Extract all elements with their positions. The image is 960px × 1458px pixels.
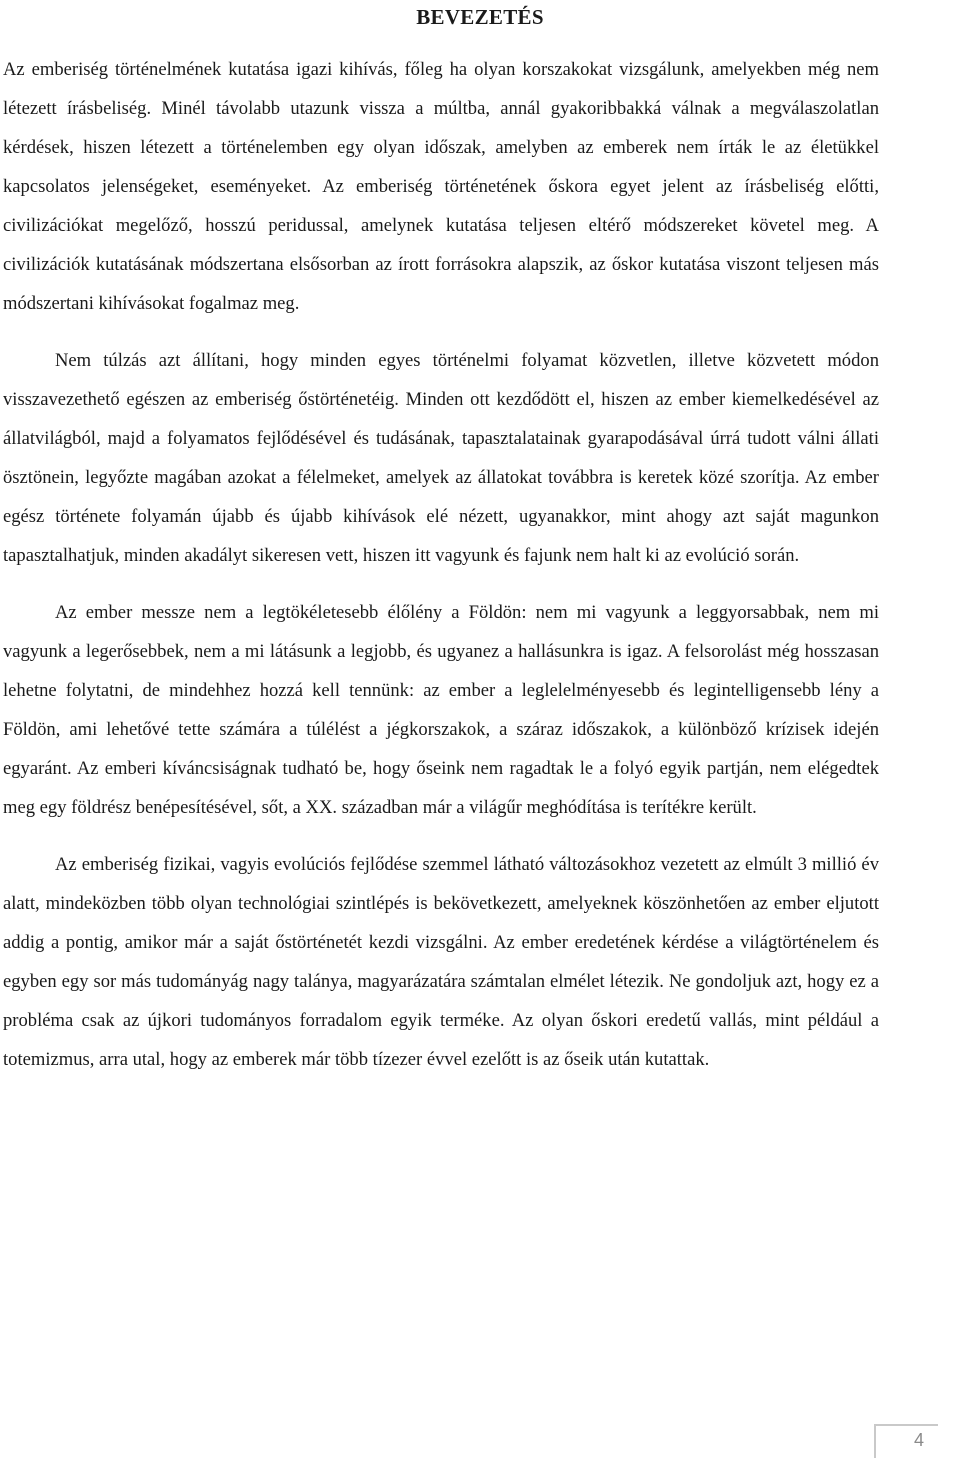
page-number: 4 [913,1430,924,1450]
paragraph-2: Nem túlzás azt állítani, hogy minden egyes történelmi folyamat közvetlen, illetve közvetett módon visszavezethető egészen az emberiség őstörténetéig. Minden ott kezdődött el, hiszen az ember kiemelkedésével az állatvilágból, majd a folyamatos fejlődésével és tudásának, tapasztalatainak gyarapodásával úrrá tudott válni állati ösztönein, legyőzte magában azokat a félelmeket, amelyek az állatokat továbbra is keretek közé szorítja. Az ember egész története folyamán újabb és újabb kihívások elé nézett, ugyanakkor, mint ahogy azt saját magunkon tapasztalhatjuk, minden akadályt sikeresen vett, hiszen itt vagyunk és fajunk nem halt ki az evolúció során. [3,350,879,566]
paragraph-4: Az emberiség fizikai, vagyis evolúciós fejlődése szemmel látható változásokhoz vezetett az elmúlt 3 millió év alatt, mindeközben több olyan technológiai szintlépés is bekövetkezett, amelyeknek köszönhetően az ember eljutott addig a pontig, amikor már a saját őstörténetét kezdi vizsgálni. Az ember eredetének kérdése a világtörténelem és egyben egy sor más tudományág nagy talánya, magyarázatára számtalan elmélet létezik. Ne gondoljuk azt, hogy ez a probléma csak az újkori tudományos forradalom egyik terméke. Az olyan őskori eredetű vallás, mint például a totemizmus, arra utal, hogy az emberek már több tízezer évvel ezelőtt is az őseik után kutattak. [3,854,879,1070]
paragraph-1: Az emberiség történelmének kutatása igazi kihívás, főleg ha olyan korszakokat vizsgálunk, amelyekben még nem létezett írásbeliség. Minél távolabb utazunk vissza a múltba, annál gyakoribbakká válnak a megválaszolatlan kérdések, hiszen létezett a történelemben egy olyan időszak, amelyben az emberek nem írták le az életükkel kapcsolatos jelenségeket, eseményeket. Az emberiség történetének őskora egyet jelent az írásbeliség előtti, civilizációkat megelőző, hosszú peridussal, amelynek kutatása teljesen eltérő módszereket követel meg. A civilizációk kutatásának módszertana elsősorban az írott forrásokra alapszik, az őskor kutatása viszont teljesen más módszertani kihívásokat fogalmaz meg. [3,59,879,314]
paragraph-gap [3,323,879,341]
paragraph-gap [3,827,879,845]
page-title: BEVEZETÉS [416,5,544,29]
document-body [3,50,879,1079]
paragraph-3: Az ember messze nem a legtökéletesebb élőlény a Földön: nem mi vagyunk a leggyorsabbak, nem mi vagyunk a legerősebbek, nem a mi látásunk a legjobb, és ugyanez a hallásunkra is igaz. A felsorolást még hosszasan lehetne folytatni, de mindehhez hozzá kell tennünk: az ember a leglelelményesebb és legintelligensebb lény a Földön, ami lehetővé tette számára a túlélést a jégkorszakok, a száraz időszakok, a különböző krízisek idején egyaránt. Az emberi kíváncsiságnak tudható be, hogy őseink nem ragadtak le a folyó egyik partján, nem elégedtek meg egy földrész benépesítésével, sőt, a XX. században már a világűr meghódítása is terítékre került. [3,602,879,818]
page-number-frame [874,1424,938,1458]
paragraph-gap [3,575,879,593]
